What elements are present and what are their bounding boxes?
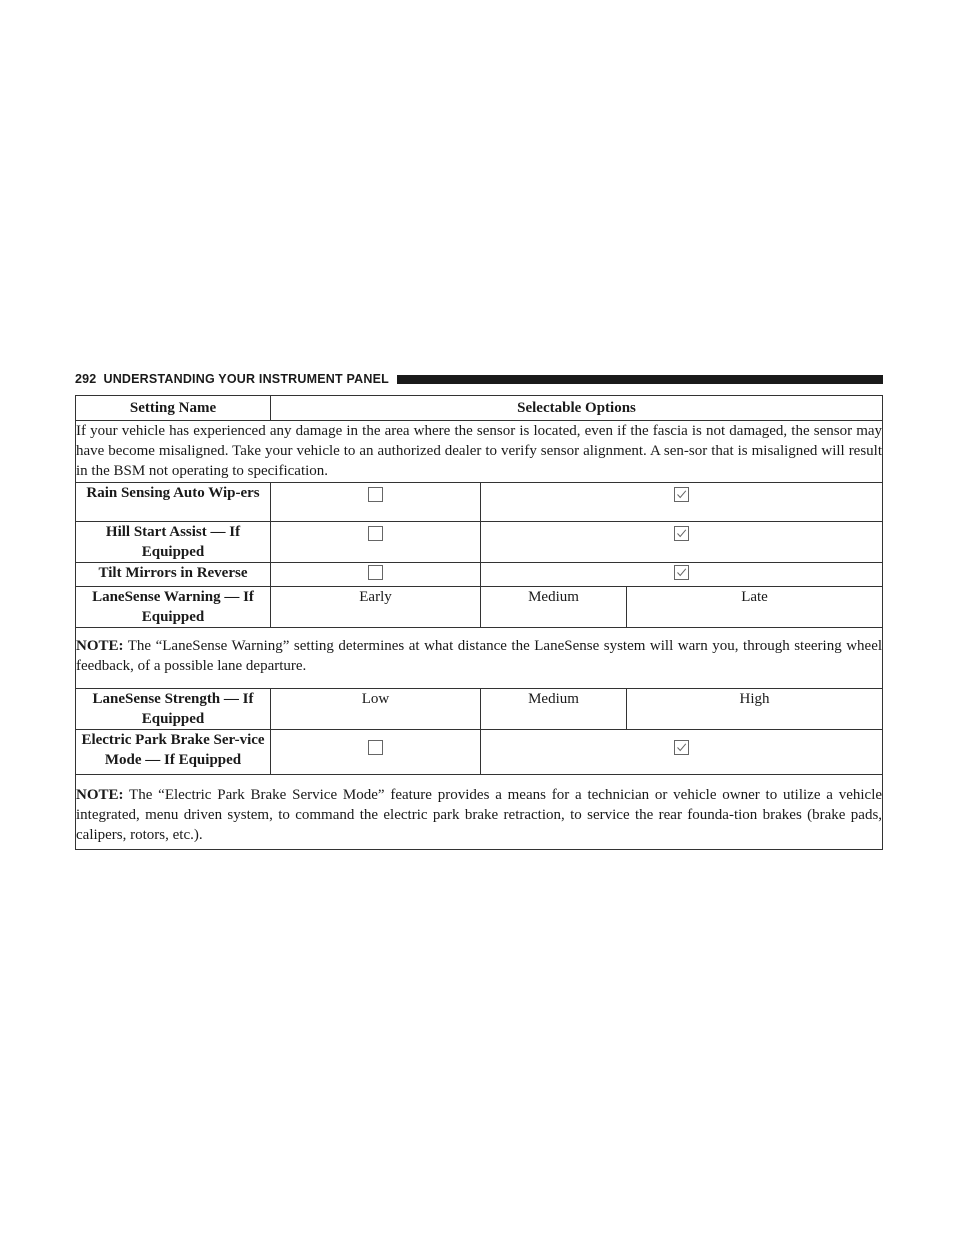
note-label: NOTE: [76,638,124,654]
note-label: NOTE: [76,787,124,803]
option-cell [271,730,481,775]
settings-table [75,395,883,850]
setting-name: Electric Park Brake Ser-vice Mode — If Equipped [76,730,271,775]
section-title: UNDERSTANDING YOUR INSTRUMENT PANEL [103,372,389,386]
table-row [76,421,883,483]
option-cell [481,563,883,587]
page-header [75,371,883,387]
note-text: The “Electric Park Brake Service Mode” feature provides a means for a technician or vehicle owner to utilize a vehicle integrated, menu driven system, to command the electric park brake retraction, to service the rear founda-tion brakes (brake pads, calipers, rotors, etc.). [76,787,883,843]
bsm-note: If your vehicle has experienced any damage in the area where the sensor is located, even if the fascia is not damaged, the sensor may have become misaligned. Take your vehicle to an authorized dealer to verify sensor alignment. A sen-sor that is misaligned will result in the BSM not operating to specification. [76,421,883,483]
checked-box-icon[interactable] [674,565,689,580]
option-cell [481,522,883,563]
table-row [76,628,883,689]
option-cell [481,483,883,522]
option-low[interactable]: Low [271,689,481,730]
lanesense-note [76,628,883,689]
col-header-selectable-options: Selectable Options [271,396,883,421]
col-header-setting-name: Setting Name [76,396,271,421]
option-cell [271,522,481,563]
setting-name: Tilt Mirrors in Reverse [76,563,271,587]
setting-name: LaneSense Strength — If Equipped [76,689,271,730]
option-cell [271,563,481,587]
table-row [76,730,883,775]
option-late[interactable]: Late [627,587,883,628]
checked-box-icon[interactable] [674,487,689,502]
checked-box-icon[interactable] [674,526,689,541]
table-row [76,689,883,730]
table-row [76,522,883,563]
setting-name: Rain Sensing Auto Wip-ers [76,483,271,522]
table-header-row [76,396,883,421]
unchecked-box-icon[interactable] [368,487,383,502]
table-row [76,563,883,587]
unchecked-box-icon[interactable] [368,526,383,541]
table-row [76,483,883,522]
option-high[interactable]: High [627,689,883,730]
option-cell [271,483,481,522]
page-number: 292 [75,372,97,386]
option-medium[interactable]: Medium [481,587,627,628]
option-cell [481,730,883,775]
checked-box-icon[interactable] [674,740,689,755]
table-row [76,587,883,628]
setting-name: Hill Start Assist — If Equipped [76,522,271,563]
header-rule [397,375,883,384]
setting-name: LaneSense Warning — If Equipped [76,587,271,628]
option-early[interactable]: Early [271,587,481,628]
unchecked-box-icon[interactable] [368,740,383,755]
option-medium[interactable]: Medium [481,689,627,730]
table-row [76,775,883,850]
epb-note [76,775,883,850]
unchecked-box-icon[interactable] [368,565,383,580]
note-text: The “LaneSense Warning” setting determines at what distance the LaneSense system will warn you, through steering wheel feedback, of a possible lane departure. [76,638,883,674]
